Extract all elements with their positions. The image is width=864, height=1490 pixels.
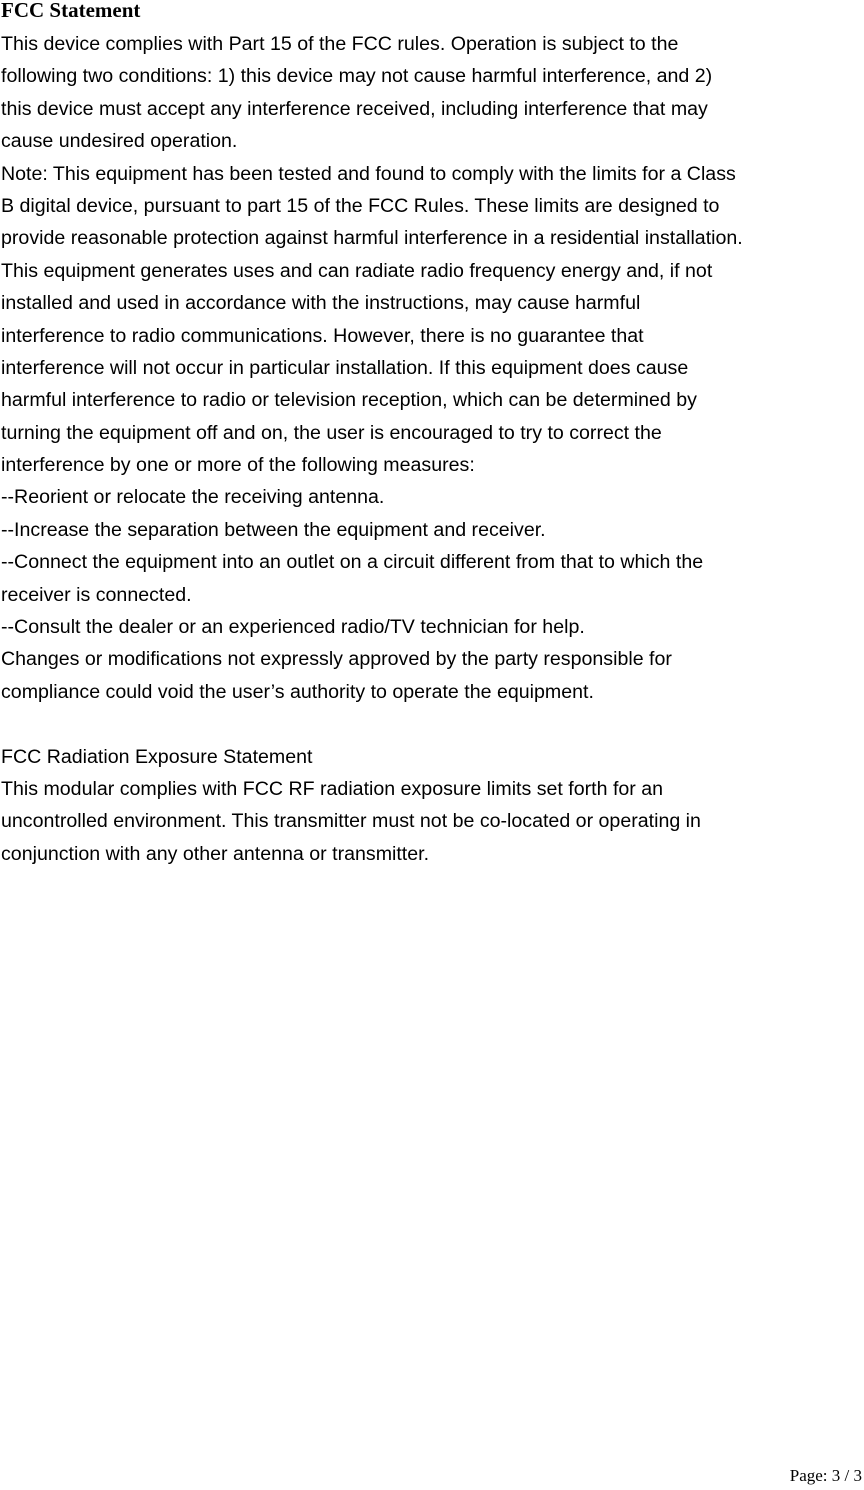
text-line: following two conditions: 1) this device may not cause harmful interference, and 2) (1, 65, 713, 88)
text-line: this device must accept any interference received, including interference that may (1, 97, 708, 120)
text-line: This equipment generates uses and can radiate radio frequency energy and, if not (1, 259, 713, 282)
text-line: B digital device, pursuant to part 15 of the FCC Rules. These limits are designed to (1, 194, 720, 217)
text-line: harmful interference to radio or television reception, which can be determined by (1, 389, 697, 412)
document-body (1, 28, 743, 870)
text-line: This device complies with Part 15 of the FCC rules. Operation is subject to the (1, 33, 679, 55)
text-line: installed and used in accordance with the instructions, may cause harmful (1, 292, 641, 315)
text-line: Changes or modifications not expressly approved by the party responsible for (1, 648, 672, 671)
text-line (1, 708, 743, 740)
text-line: interference will not occur in particular installation. If this equipment does cause (1, 356, 689, 379)
text-line: turning the equipment off and on, the user is encouraged to try to correct the (1, 421, 662, 444)
text-line: conjunction with any other antenna or transmitter. (1, 842, 430, 865)
text-line: This modular complies with FCC RF radiation exposure limits set forth for an (1, 777, 664, 800)
page-number: Page: 3 / 3 (789, 1466, 862, 1485)
text-line: Note: This equipment has been tested and found to comply with the limits for a Class (1, 162, 736, 185)
text-line: --Reorient or relocate the receiving antenna. (1, 486, 385, 509)
text-line: receiver is connected. (1, 583, 192, 606)
text-line: uncontrolled environment. This transmitter must not be co-located or operating in (1, 810, 701, 833)
text-line: --Increase the separation between the equipment and receiver. (1, 518, 546, 541)
document-title: FCC Statement (1, 0, 141, 22)
text-line: FCC Radiation Exposure Statement (1, 745, 313, 768)
text-line: interference to radio communications. However, there is no guarantee that (1, 324, 644, 347)
text-line: cause undesired operation. (1, 130, 238, 153)
text-line: --Connect the equipment into an outlet on a circuit different from that to which the (1, 551, 704, 574)
text-line: compliance could void the user’s authority to operate the equipment. (1, 680, 594, 703)
text-line: interference by one or more of the following measures: (1, 454, 475, 477)
text-line: --Consult the dealer or an experienced radio/TV technician for help. (1, 616, 585, 639)
text-line: provide reasonable protection against harmful interference in a residential installation. (1, 227, 743, 250)
